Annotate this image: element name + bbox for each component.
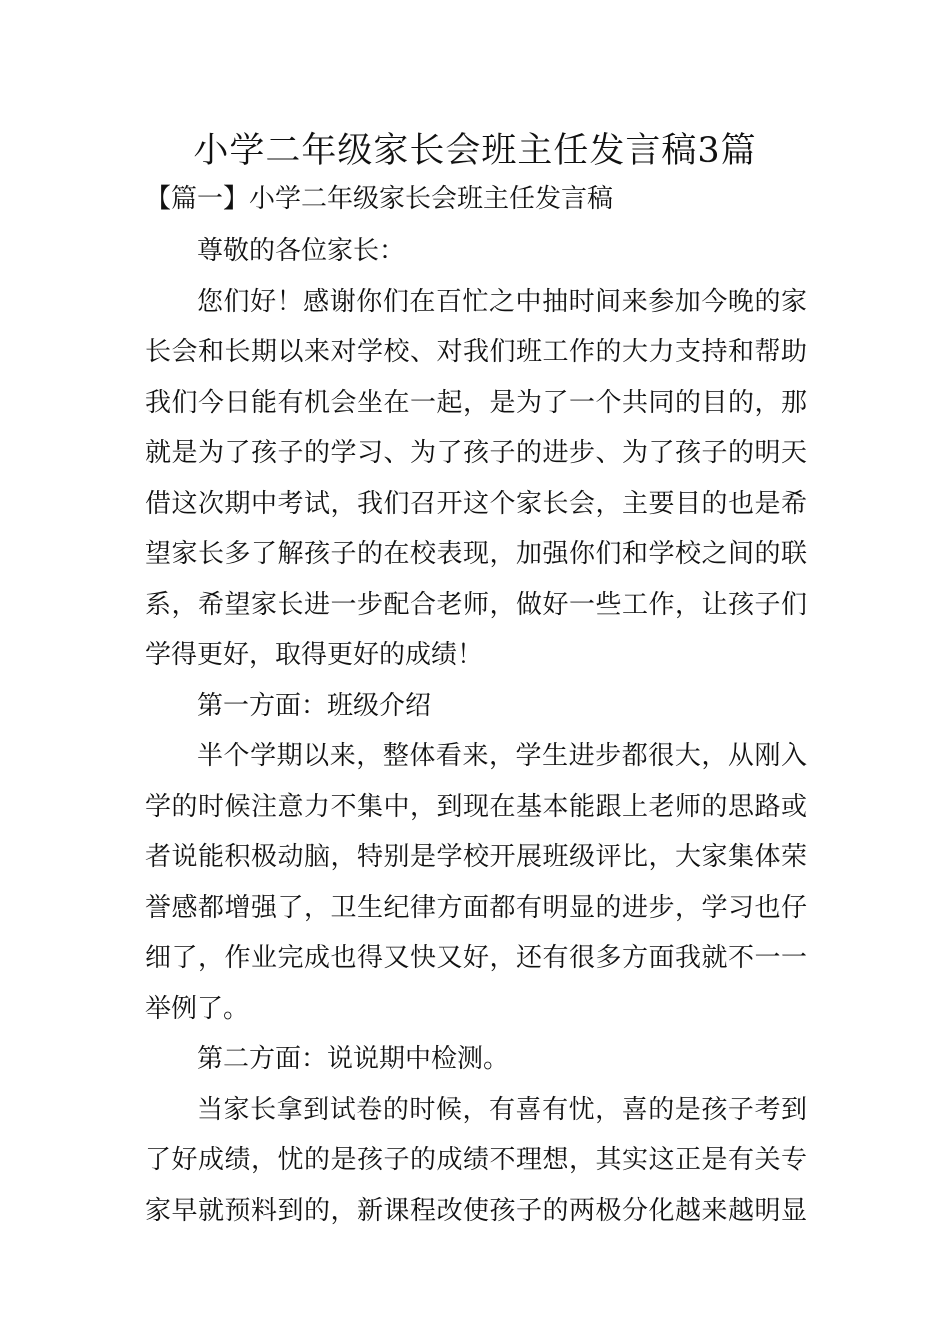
- text-line: 半个学期以来，整体看来，学生进步都很大，从刚入: [197, 741, 807, 771]
- text-line: 望家长多了解孩子的在校表现，加强你们和学校之间的联: [145, 539, 807, 569]
- text-line: 借这次期中考试，我们召开这个家长会，主要目的也是希: [145, 488, 807, 519]
- text-line: 系，希望家长进一步配合老师，做好一些工作，让孩子们: [145, 589, 807, 620]
- text-line: 举例了。: [145, 993, 250, 1024]
- body-text: [145, 226, 807, 1236]
- text-line: 当家长拿到试卷的时候，有喜有忧，喜的是孩子考到: [197, 1094, 807, 1125]
- text-line: 我们今日能有机会坐在一起，是为了一个共同的目的，那: [145, 387, 807, 418]
- section-heading: 【篇一】小学二年级家长会班主任发言稿: [145, 184, 614, 214]
- text-line: 细了，作业完成也得又快又好，还有很多方面我就不一一: [145, 943, 807, 973]
- text-line: 学的时候注意力不集中，到现在基本能跟上老师的思路或: [145, 791, 807, 822]
- text-line: 就是为了孩子的学习、为了孩子的进步、为了孩子的明天: [145, 438, 807, 468]
- text-line: 学得更好，取得更好的成绩！: [145, 640, 484, 670]
- text-line: 誉感都增强了，卫生纪律方面都有明显的进步，学习也仔: [145, 892, 807, 923]
- text-line: 者说能积极动脑，特别是学校开展班级评比，大家集体荣: [145, 842, 807, 872]
- document-title: 小学二年级家长会班主任发言稿3篇: [193, 131, 757, 171]
- text-line: 了好成绩，忧的是孩子的成绩不理想，其实这正是有关专: [145, 1145, 807, 1175]
- text-line: 尊敬的各位家长：: [197, 236, 406, 266]
- text-line: 第一方面：班级介绍: [197, 690, 432, 721]
- text-line: 第二方面：说说期中检测。: [197, 1044, 510, 1074]
- text-line: 家早就预料到的，新课程改使孩子的两极分化越来越明显: [145, 1195, 807, 1226]
- text-line: 您们好！感谢你们在百忙之中抽时间来参加今晚的家: [197, 286, 807, 317]
- text-line: 长会和长期以来对学校、对我们班工作的大力支持和帮助: [145, 337, 807, 367]
